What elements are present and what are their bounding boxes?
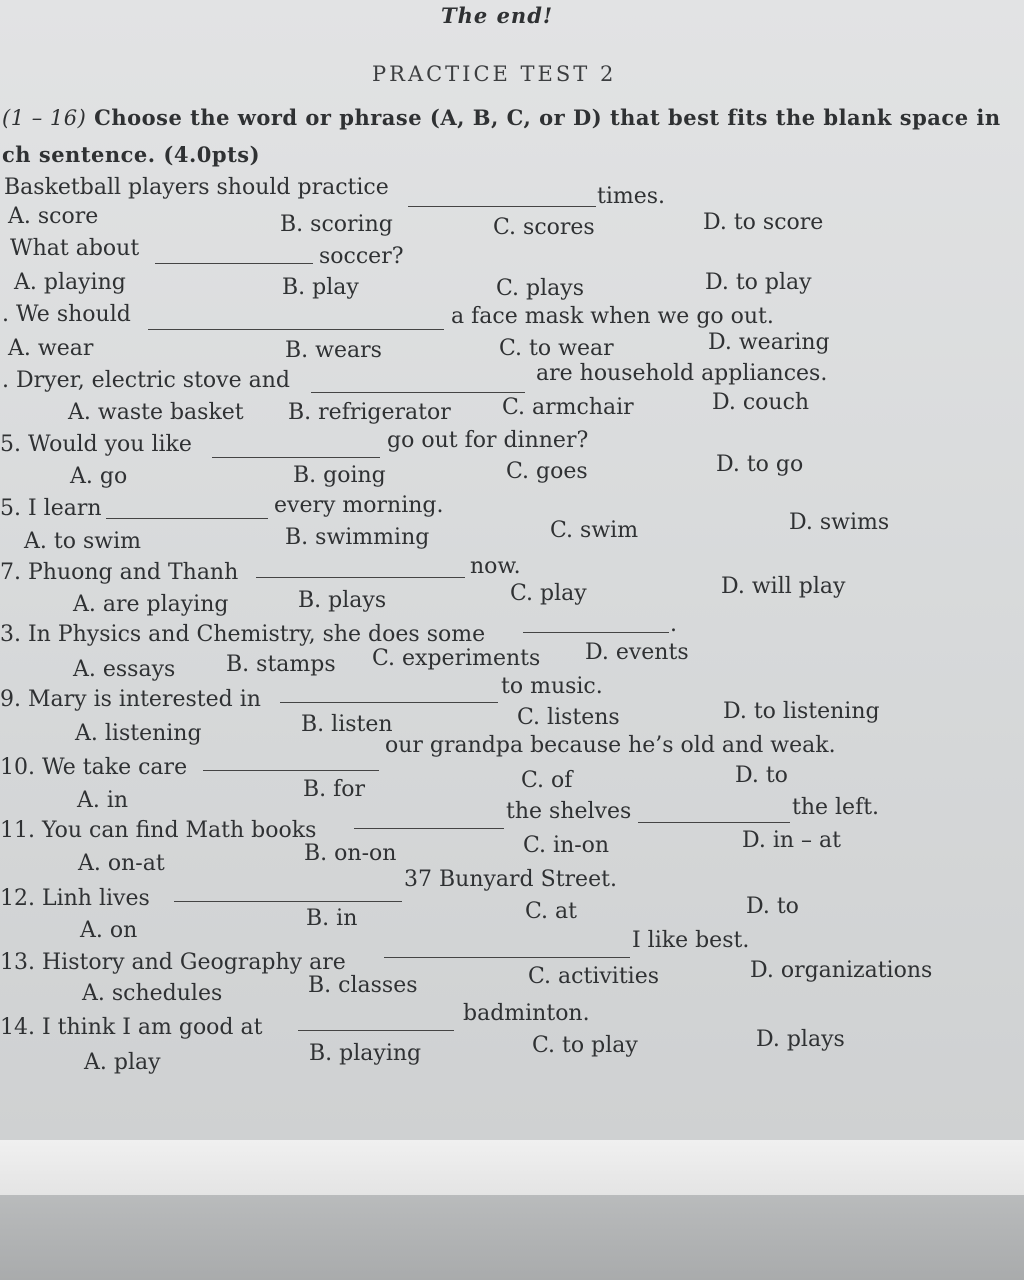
question-11-blank-1: [354, 828, 504, 829]
question-4-stem-end: are household appliances.: [536, 361, 828, 386]
question-12-option-c: C. at: [525, 899, 577, 924]
question-7-option-c: C. play: [510, 581, 587, 606]
question-13-blank: [384, 957, 630, 958]
question-13-option-a: A. schedules: [82, 981, 223, 1006]
question-6-stem: 5. I learn: [0, 496, 102, 521]
question-11-stem-end: the left.: [792, 795, 880, 820]
question-3-option-c: C. to wear: [499, 336, 614, 361]
question-8-option-c: C. experiments: [372, 646, 541, 671]
question-3-stem-end: a face mask when we go out.: [451, 304, 774, 329]
question-1-option-d: D. to score: [703, 210, 824, 235]
question-1-option-c: C. scores: [493, 215, 595, 240]
question-8-option-d: D. events: [585, 640, 689, 665]
question-2-option-c: C. plays: [496, 276, 584, 301]
question-13-option-d: D. organizations: [750, 958, 933, 983]
question-11-option-c: C. in-on: [523, 833, 610, 858]
question-5-blank: [212, 457, 380, 458]
question-2-stem-end: soccer?: [319, 244, 404, 269]
question-2-stem: What about: [10, 236, 140, 261]
question-11-stem-middle: the shelves: [506, 799, 632, 824]
question-2-blank: [155, 263, 313, 264]
question-2-option-d: D. to play: [705, 270, 812, 295]
page-title: PRACTICE TEST 2: [372, 62, 617, 86]
question-14-option-b: B. playing: [309, 1041, 422, 1066]
question-13-stem: 13. History and Geography are: [0, 950, 346, 975]
question-11-option-a: A. on-at: [78, 851, 165, 876]
question-14-blank: [298, 1030, 454, 1031]
question-14-option-c: C. to play: [532, 1033, 638, 1058]
question-9-option-a: A. listening: [75, 721, 202, 746]
question-9-stem: 9. Mary is interested in: [0, 687, 261, 712]
question-8-blank: [523, 632, 669, 633]
question-1-option-b: B. scoring: [280, 212, 393, 237]
question-7-option-b: B. plays: [298, 588, 387, 613]
instructions-line-1: [2, 107, 1001, 129]
question-12-blank: [174, 901, 402, 902]
question-11-stem: 11. You can find Math books: [0, 818, 317, 843]
question-2-option-a: A. playing: [14, 270, 126, 295]
question-8-stem-end: .: [670, 612, 677, 637]
question-5-stem-end: go out for dinner?: [387, 428, 589, 453]
question-1-stem: Basketball players should practice: [4, 175, 389, 200]
question-4-option-d: D. couch: [712, 390, 810, 415]
question-7-stem-end: now.: [470, 554, 521, 579]
question-10-option-a: A. in: [77, 788, 129, 813]
question-13-stem-end: I like best.: [632, 928, 750, 953]
question-2-option-b: B. play: [282, 275, 359, 300]
question-11-option-b: B. on-on: [304, 841, 397, 866]
question-12-option-d: D. to: [746, 894, 799, 919]
question-13-option-c: C. activities: [528, 964, 660, 989]
question-12-stem: 12. Linh lives: [0, 886, 150, 911]
question-10-option-c: C. of: [521, 768, 573, 793]
question-9-option-c: C. listens: [517, 705, 620, 730]
question-3-option-d: D. wearing: [708, 330, 830, 355]
question-3-option-a: A. wear: [8, 336, 94, 361]
question-7-option-d: D. will play: [721, 574, 846, 599]
question-8-option-b: B. stamps: [226, 652, 336, 677]
question-6-option-b: B. swimming: [285, 525, 430, 550]
question-10-option-d: D. to: [735, 763, 788, 788]
question-5-option-a: A. go: [70, 464, 128, 489]
question-6-option-a: A. to swim: [24, 529, 141, 554]
question-10-blank: [203, 770, 379, 771]
question-5-option-c: C. goes: [506, 459, 588, 484]
question-12-option-a: A. on: [80, 918, 138, 943]
question-4-option-a: A. waste basket: [68, 400, 244, 425]
question-7-option-a: A. are playing: [73, 592, 229, 617]
question-6-blank: [106, 518, 268, 519]
question-4-blank: [311, 392, 525, 393]
question-8-stem: 3. In Physics and Chemistry, she does some: [0, 622, 486, 647]
question-11-option-d: D. in – at: [742, 828, 841, 853]
question-4-option-c: C. armchair: [502, 395, 634, 420]
question-6-stem-end: every morning.: [274, 493, 444, 518]
question-7-stem: 7. Phuong and Thanh: [0, 560, 239, 585]
question-13-option-b: B. classes: [308, 973, 418, 998]
question-12-option-b: B. in: [306, 906, 358, 931]
question-8-option-a: A. essays: [73, 657, 176, 682]
question-5-option-b: B. going: [293, 463, 386, 488]
question-1-option-a: A. score: [8, 204, 99, 229]
question-9-blank: [280, 702, 498, 703]
question-10-stem: 10. We take care: [0, 755, 188, 780]
question-14-stem-end: badminton.: [463, 1001, 590, 1026]
question-3-blank: [148, 329, 444, 330]
question-11-blank-2: [638, 822, 790, 823]
question-3-option-b: B. wears: [285, 338, 382, 363]
question-4-option-b: B. refrigerator: [288, 400, 451, 425]
instructions-text: Choose the word or phrase (A, B, C, or D) that best fits the blank space in: [94, 105, 1001, 130]
question-9-option-d: D. to listening: [723, 699, 880, 724]
question-14-option-d: D. plays: [756, 1027, 845, 1052]
instructions-range: (1 – 16): [2, 106, 87, 130]
question-6-option-d: D. swims: [789, 510, 890, 535]
question-4-stem: . Dryer, electric stove and: [2, 368, 290, 393]
question-10-stem-end: our grandpa because he’s old and weak.: [385, 733, 836, 758]
question-6-option-c: C. swim: [550, 518, 639, 543]
question-1-blank: [408, 206, 596, 207]
background-shadow: [0, 1195, 1024, 1280]
question-3-stem: . We should: [2, 302, 131, 327]
question-7-blank: [256, 577, 465, 578]
question-5-option-d: D. to go: [716, 452, 804, 477]
end-text: The end!: [441, 3, 554, 28]
question-10-option-b: B. for: [303, 777, 366, 802]
question-14-stem: 14. I think I am good at: [0, 1015, 263, 1040]
instructions-line-2: ch sentence. (4.0pts): [2, 142, 261, 167]
question-1-stem-end: times.: [597, 184, 666, 209]
question-12-stem-end: 37 Bunyard Street.: [404, 867, 617, 892]
question-14-option-a: A. play: [84, 1050, 161, 1075]
question-9-option-b: B. listen: [301, 712, 393, 737]
question-5-stem: 5. Would you like: [0, 432, 192, 457]
question-9-stem-end: to music.: [501, 674, 603, 699]
